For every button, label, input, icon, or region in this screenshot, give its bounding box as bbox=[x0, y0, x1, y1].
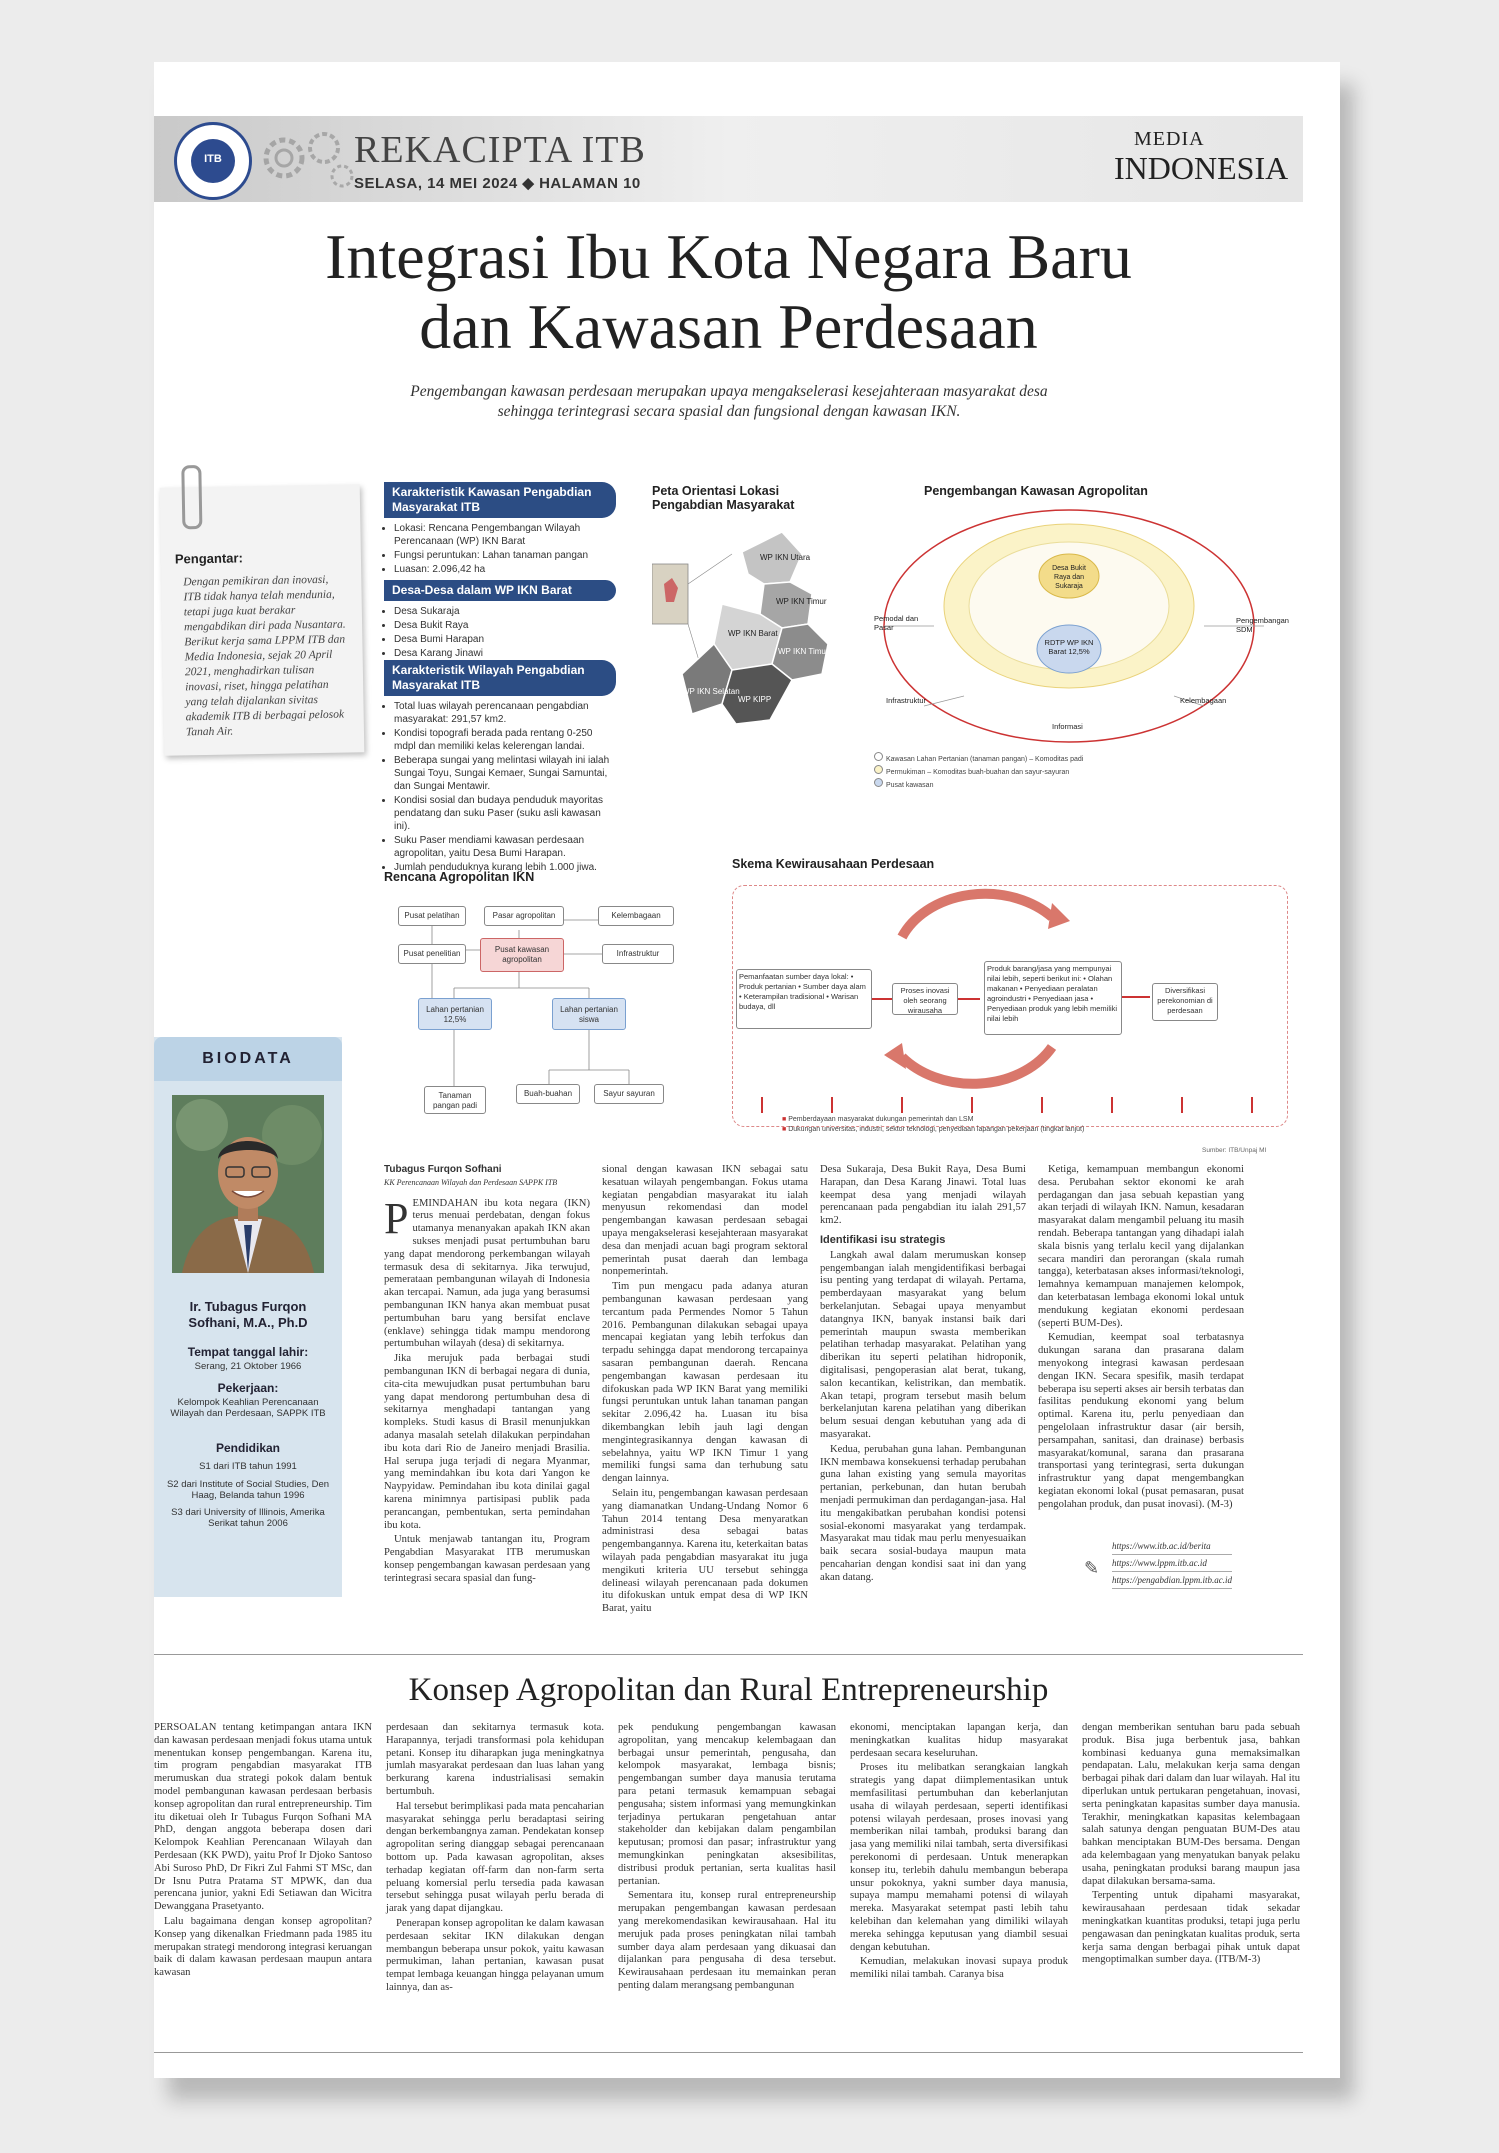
rencana-center-node: Pusat kawasan agropolitan bbox=[480, 938, 564, 972]
paragraph: Penerapan konsep agropolitan ke dalam kawasan perdesaan sekitar IKN dilakukan dengan membangun beberapa unsur pokok, yaitu kawasan permukiman, lahan pertanian, kawasan pusat tempat lembaga keuangan hingga pelayanan umum lainnya, dan as- bbox=[386, 1917, 604, 1993]
bio-name: Ir. Tubagus Furqon Sofhani, M.A., Ph.D bbox=[188, 1299, 308, 1330]
url-link[interactable]: https://www.itb.ac.id/berita bbox=[1112, 1538, 1232, 1555]
legend-item: ■ Dukungan universitas, industri, sektor teknologi, penyediaan lapangan pekerjaan (tingkat lanjut) bbox=[782, 1126, 1085, 1133]
article2-column-3 bbox=[618, 1722, 836, 1995]
map-label: WP IKN Timur 1 bbox=[778, 647, 836, 656]
list-item: • Jumlah penduduknya kurang lebih 1.000 jiwa. bbox=[394, 861, 616, 874]
map-label: WP IKN Selatan bbox=[682, 687, 740, 696]
url-link[interactable]: https://www.lppm.itb.ac.id bbox=[1112, 1555, 1232, 1572]
skema-mid-box: Proses inovasi oleh seorang wirausaha bbox=[892, 983, 958, 1015]
paragraph: sional dengan kawasan IKN sebagai satu kesatuan wilayah pengembangan. Fokus utama kegiatan pengabdian masyarakat itu ialah menyusun rekomendasi dan model pengembangan kawasan perdesaan sebagai upaya mengakselerasi kesejahteraan masyarakat desa dan menjadi acuan bagi program sektoral pemerintah pusat daerah dan lembaga nonpemerintah. bbox=[602, 1164, 808, 1278]
agropolitan-diagram bbox=[864, 484, 1294, 814]
agro-left-label: Pemodal dan Pasar bbox=[874, 614, 919, 632]
paragraph: Lalu bagaimana dengan konsep agropolitan? Konsep yang dikenalkan Friedmann pada 1985 itu merupakan strategi mendorong integrasi keruangan baik di dalam kawasan perdesaan maupun antara kawasan bbox=[154, 1915, 372, 1979]
paragraph: Selain itu, pengembangan kawasan perdesaan yang diamanatkan Undang-Undang Nomor 6 Tahun 2014 tentang Desa menyaratkan administrasi desa sebagai batas pengembangannya. Karena itu, keterkaitan batas wilayah pada pengabdian masyarakat itu juga mengikuti kriteria UU tersebut sehingga delineasi wilayah perencanaan pada dokumen itu difokuskan untuk empat desa di WP IKN Barat, yaitu bbox=[602, 1487, 808, 1615]
skema-right-box: Produk barang/jasa yang mempunyai nilai lebih, seperti berikut ini: • Olahan makanan • Penyediaan peralatan agroindustri • Penyediaan jasa • Penyediaan produk yang lebih memiliki nilai lebih bbox=[984, 961, 1122, 1035]
paragraph: PEMINDAHAN ibu kota negara (IKN) terus menuai perdebatan, dengan fokus utamanya menanyakan apakah IKN akan sukses menjadi pusat pertumbuhan baru yang dapat mendorong perkembangan wilayah termasuk desa di sekitarnya. Jika terwujud, pemerataan pembangunan wilayah di Indonesia akan tercapai. Namun, ada juga yang berasumsi pembangunan IKN hanya akan membuat pusat pertumbuhan baru yang bersifat enclave (enklave) sehingga tidak mampu mendorong pertumbuhan wilayah (desa) di sekitarnya. bbox=[384, 1193, 590, 1350]
list-item: • Kondisi sosial dan budaya penduduk mayoritas pendatang dan suku Paser (suku asli kawasan ini). bbox=[394, 794, 616, 833]
portrait-image bbox=[172, 1095, 324, 1273]
paragraph: Kemudian, melakukan inovasi supaya produk memiliki nilai tambah. Caranya bisa bbox=[850, 1956, 1068, 1981]
info-list bbox=[384, 605, 616, 660]
paragraph: Kedua, perubahan guna lahan. Pembangunan IKN membawa konsekuensi terhadap perubahan guna lahan existing yang semula mayoritas pertanian, perkebunan, dan hutan berubah menjadi permukiman dan perdagangan-jasa. Hal itu mengakibatkan perubahan kondisi potensi sosial-ekonomi masyarakat yang terdampak. Masyarakat mau tidak mau perlu menyesuaikan baik secara sosial-budaya maupun mata pencaharian dengan kondisi saat ini dan yang akan datang. bbox=[820, 1443, 1026, 1583]
legend-item: Pusat kawasan bbox=[874, 778, 1174, 791]
job-value: Kelompok Keahlian Perencanaan Wilayah dan Perdesaan, SAPPK ITB bbox=[170, 1397, 326, 1419]
skema-title: Skema Kewirausahaan Perdesaan bbox=[732, 857, 935, 871]
bottom-divider bbox=[154, 2052, 1303, 2053]
agro-bottom-right-label: Kelembagaan bbox=[1180, 696, 1227, 705]
article2-column-5 bbox=[1082, 1722, 1300, 1969]
list-item: • Kondisi topografi berada pada rentang 0-250 mdpl dan memiliki kelas kelerengan landai. bbox=[394, 727, 616, 753]
paragraph: Jika merujuk pada berbagai studi pembangunan IKN di berbagai negara di dunia, cita-cita mewujudkan pusat pertumbuhan baru yang dapat mendorong pertumbuhan desa di sekitarnya menghadapi tantangan yang kompleks. Studi kasus di Brasil menunjukkan adanya masalah setelah dilakukan perpindahan ibu kota dari Rio de Janeiro menjadi Brasilia. Hal serupa juga terjadi di negara Myanmar, yang memindahkan ibu kota dari Yangon ke Naypyidaw. Pemindahan ibu kota dinilai gagal karena minimnya partisipasi publik pada perancangan, pembentukan, serta pemindahan ibu kota. bbox=[384, 1353, 590, 1531]
article2-heading: Konsep Agropolitan dan Rural Entrepreneurship bbox=[408, 1672, 1049, 1708]
job-label: Pekerjaan: bbox=[217, 1381, 279, 1395]
paragraph: Hal tersebut berimplikasi pada mata pencaharian masyarakat sehingga perlu beradaptasi seiring dengan berkembangnya zaman. Pendekatan konsep agropolitan sering dianggap sebagai perencanaan bottom up. Pada kawasan agropolitan, akses terhadap kegiatan off-farm dan non-farm serta peluang komersial perlu tersedia pada kawasan tersebut sehingga pusat wilayah perlu berada di jarak yang dapat dijangkau. bbox=[386, 1800, 604, 1915]
paragraph: PERSOALAN tentang ketimpangan antara IKN dan kawasan perdesaan menjadi fokus utama untuk menentukan konsep pengembangan. Karena itu, tim program pengabdian masyarakat ITB merumuskan dua strategi pokok dalam bentuk model pembangunan kawasan perdesaan berbasis konsep agropolitan dan rural entrepreneurship. Tim itu diketuai oleh Ir Tubagus Furqon Sofhani MA PhD, dengan anggota beberapa dosen dari Kelompok Keahlian Perencanaan Wilayah dan Perdesaan (KK PWD), yaitu Prof Ir Djoko Santoso Abi Suroso PhD, Dr Fikri Zul Fahmi ST MSc, dan Dr Isnu Putra Pratama ST MPWK, dan dua perencana junior, yakni Edi Setiawan dan Wicitra Dewanggana Prasetyanto. bbox=[154, 1722, 372, 1913]
url-link[interactable]: https://pengabdian.lppm.itb.ac.id bbox=[1112, 1572, 1232, 1589]
agro-right-label: Pengembangan SDM bbox=[1236, 616, 1289, 634]
paragraph: Ketiga, kemampuan membangun ekonomi desa. Perubahan sektor ekonomi ke arah perdagangan dan jasa sebuah kepastian yang akan terjadi di wilayah IKN. Namun, kesadaran masyarakat dalam mengambil peluang itu masih rendah. Beberapa tantangan yang dihadapi ialah skala bisnis yang terlalu kecil yang dijalankan secara mandiri dan perorangan (skala rumah tangga), keterbatasan akses informasi/teknologi, lemahnya kemampuan manajemen kelompok, dan keterbatasan lembaga ekonomi lokal untuk mendukung kegiatan ekonomi perdesaan (seperti BUM-Des). bbox=[1038, 1164, 1244, 1329]
rencana-node: Sayur sayuran bbox=[594, 1084, 664, 1104]
paragraph: Kemudian, keempat soal terbatasnya dukungan sarana dan prasarana dalam menyokong integrasi kawasan perdesaan dengan IKN. Secara spesifik, masih terdapat beberapa isu seperti akses air bersih terbatas dan fasilitas pendukung ekonomi yang belum optimal. Karena itu, perlu penyediaan dan pengelolaan infrastruktur dasar (air bersih, persampahan, sanitasi, dan drainase) berbasis masyarakat/komunal, sarana dan prasarana transportasi yang terintegrasi, serta dukungan infrastruktur yang dapat mengembangkan kegiatan ekonomi lokal (pusat pemasaran, pusat pengolahan produk, dan pusat inovasi). (M-3) bbox=[1038, 1332, 1244, 1510]
edu-label: Pendidikan bbox=[215, 1441, 280, 1455]
list-item: • Desa Karang Jinawi bbox=[394, 647, 616, 660]
skema-diagram bbox=[722, 857, 1292, 1157]
paragraph: Untuk menjawab tantangan itu, Program Pengabdian Masyarakat ITB merumuskan konsep pengembangan kawasan perdesaan yang terintegrasi secara spasial dan fung- bbox=[384, 1534, 590, 1584]
paragraph: Langkah awal dalam merumuskan konsep pengembangan ialah mengidentifikasi berbagai isu penting yang terdapat di wilayah. Pertama, pemberdayaan masyarakat yang belum berkelanjutan. Sebagai upaya menyambut datangnya IKN, banyak instansi baik dari pemerintah maupun swasta memberikan pelatihan terhadap masyarakat. Pelatihan yang diberikan itu seperti pelatihan hidroponik, digitalisasi, pengoperasian alat berat, tukang, salon kecantikan, kelistrikan, dan membatik. Akan tetapi, program tersebut masih belum berkelanjutan karena pelatihan yang diberikan belum sesuai dengan kebutuhan yang ada di masyarakat. bbox=[820, 1249, 1026, 1440]
intro-note bbox=[160, 484, 365, 755]
biodata-heading: BIODATA bbox=[154, 1037, 342, 1081]
rencana-node: Pusat penelitian bbox=[398, 944, 466, 964]
born-label: Tempat tanggal lahir: bbox=[187, 1345, 309, 1359]
headline-line-1: Integrasi Ibu Kota Negara Baru bbox=[325, 221, 1132, 292]
paragraph: dengan memberikan sentuhan baru pada sebuah produk. Bisa juga berbentuk jasa, bahkan kombinasi keduanya guna memaksimalkan pendapatan. Lalu, melakukan kerja sama dengan berbagai pihak dari dalam dan luar wilayah. Hal itu diperlukan untuk pertukaran pengetahuan, inovasi, serta peningkatan kapasitas sumber daya manusia. Terakhir, meningkatkan kapasitas kelembagaan salah satunya dengan penguatan BUM-Des atau bahkan menciptakan BUM-Des bersama. Dengan ada kelembagaan yang menyatukan banyak pelaku usaha, peningkatan produksi barang maupun jasa dapat dilakukan bersama-sama. bbox=[1082, 1722, 1300, 1887]
article-column-1 bbox=[384, 1164, 590, 1588]
agro-title: Pengembangan Kawasan Agropolitan bbox=[924, 484, 1148, 498]
paperclip-icon bbox=[181, 465, 202, 529]
rencana-node: Kelembagaan bbox=[598, 906, 674, 926]
rencana-node: Buah-buahan bbox=[516, 1084, 580, 1104]
info-box-title: Karakteristik Kawasan Pengabdian Masyarakat ITB bbox=[384, 482, 616, 518]
page-header bbox=[154, 116, 1303, 202]
article2-column-1 bbox=[154, 1722, 372, 1982]
map-title: Peta Orientasi Lokasi Pengabdian Masyarakat bbox=[652, 484, 795, 512]
legend-item: Permukiman – Komoditas buah-buahan dan sayur-sayuran bbox=[874, 765, 1174, 778]
list-item: • Suku Paser mendiami kawasan perdesaan agropolitan, yaitu Desa Bumi Harapan. bbox=[394, 834, 616, 860]
newspaper-page bbox=[154, 62, 1340, 2078]
info-box-kawasan bbox=[384, 482, 616, 577]
author-role: KK Perencanaan Wilayah dan Perdesaan SAPPK ITB bbox=[384, 1177, 558, 1187]
link-box bbox=[1084, 1538, 1244, 1600]
paragraph: Tim pun mengacu pada adanya aturan pembangunan kawasan perdesaan yang tercantum pada Permendes Nomor 5 Tahun 2016. Pembangunan dilakukan sebagai upaya mencapai kegiatan yang lebih terfokus dan terpadu sehingga dapat mendorong tercapainya sasaran pembangunan daerah. Rencana pengembangan kawasan perdesaan itu difokuskan pada WP IKN Barat yang memiliki fungsi peruntukan untuk lahan tanaman pangan sekitar 2.096,42 ha. Luasan itu bisa dikembangkan lebih jauh lagi dengan mengintegrasikannya dengan kawasan di sebelahnya, yaitu WP IKN Timur 1 yang memiliki fungsi sama dan terhubung satu dengan lainnya. bbox=[602, 1281, 808, 1485]
rencana-node: Tanaman pangan padi bbox=[424, 1086, 486, 1114]
agro-legend bbox=[874, 752, 1174, 791]
skema-left-box: Pemanfaatan sumber daya lokal: • Produk pertanian • Sumber daya alam • Keterampilan tradisional • Warisan budaya, dll bbox=[736, 969, 872, 1029]
logo-text: ITB bbox=[204, 153, 222, 165]
edu-item: S1 dari ITB tahun 1991 bbox=[199, 1461, 297, 1472]
map-label: WP KIPP bbox=[738, 695, 772, 704]
list-item: • Luasan: 2.096,42 ha bbox=[394, 563, 616, 576]
map-illustration bbox=[652, 524, 852, 754]
list-item: • Beberapa sungai yang melintasi wilayah ini ialah Sungai Toyu, Sungai Kemaer, Sungai Samuntai, dan Sungai Mentawir. bbox=[394, 754, 616, 793]
drop-cap: P bbox=[384, 1193, 409, 1243]
note-heading: Pengantar: bbox=[174, 550, 243, 567]
lead-text: Pengembangan kawasan perdesaan merupakan upaya mengakselerasi kesejahteraan masyarakat desa sehingga terintegrasi secara spasial dan fungsional dengan kawasan IKN. bbox=[410, 383, 1048, 420]
edu-item: S2 dari Institute of Social Studies, Den Haag, Belanda tahun 1996 bbox=[166, 1479, 330, 1501]
inner-top-label: Desa Bukit Raya dan Sukaraja bbox=[1052, 565, 1086, 590]
biodata-panel bbox=[154, 1037, 342, 1597]
list-item: • Fungsi peruntukan: Lahan tanaman pangan bbox=[394, 549, 616, 562]
paragraph: Sementara itu, konsep rural entrepreneurship merupakan pengembangan kawasan perdesaan yang merekomendasikan kewirausahaan. Hal itu merujuk pada proses peningkatan nilai tambah sumber daya alam perdesaan yang dikuasai dan dijalankan para pengusaha di desa tersebut. Kewirausahaan perdesaan itu memainkan peran penting dalam merangsang pembangunan bbox=[618, 1890, 836, 1991]
note-text: Dengan pemikiran dan inovasi, ITB tidak hanya telah mendunia, tetapi juga kuat berakar mengabdikan diri pada Nusantara. Berikut kerja sama LPPM ITB dan Media Indonesia, sejak 20 April 2021, menghadirkan tulisan inovasi, riset, hingga pelatihan yang telah dijalankan sivitas akademik ITB di berbagai pelosok Tanah Air. bbox=[183, 573, 346, 739]
legend-item: Kawasan Lahan Pertanian (tanaman pangan) – Komoditas padi bbox=[874, 752, 1174, 765]
headline-line-2: dan Kawasan Perdesaan bbox=[419, 291, 1038, 362]
paragraph: ekonomi, menciptakan lapangan kerja, dan meningkatkan kualitas hidup masyarakat perdesaan secara keseluruhan. bbox=[850, 1722, 1068, 1759]
edu-item: S3 dari University of Illinois, Amerika Serikat tahun 2006 bbox=[171, 1507, 325, 1529]
map-label: WP IKN Timur bbox=[776, 597, 827, 606]
subheading: Identifikasi isu strategis bbox=[820, 1233, 946, 1246]
brand-line-2: INDONESIA bbox=[1114, 150, 1289, 186]
paragraph: perdesaan dan sekitarnya termasuk kota. Harapannya, terjadi transformasi pola kehidupan petani. Konsep itu diharapkan juga meningkatnya jumlah masyarakat perdesaan dan luas lahan yang berkurang karena industrialisasi semakin bertumbuh. bbox=[386, 1722, 604, 1797]
itb-emblem bbox=[191, 139, 235, 183]
map-label: WP IKN Utara bbox=[760, 553, 811, 562]
paragraph: pek pendukung pengembangan kawasan agropolitan, yang mencakup kelembagaan dan berbagai unsur pemerintah, pengusaha, dan kelompok masyarakat, lembaga bisnis; pengembangan sumber daya manusia terutama para petani termasuk kemampuan sebagai pengusaha; sistem informasi yang memungkinkan terjadinya pertukaran pengetahuan antar stakeholder dan kebijakan dalam pengambilan keputusan; promosi dan pasar; infrastruktur yang memungkinkan peningkatan aksesibilitas, distribusi produk pertanian, serta kualitas hasil pertanian. bbox=[618, 1722, 836, 1887]
info-list bbox=[384, 700, 616, 874]
legend-item: ■ Pemberdayaan masyarakat dukungan pemerintah dan LSM bbox=[782, 1116, 974, 1123]
divider bbox=[154, 1654, 1303, 1655]
skema-legend bbox=[782, 1115, 1222, 1135]
rencana-node: Lahan pertanian 12,5% bbox=[418, 998, 492, 1030]
article2-column-4 bbox=[850, 1722, 1068, 1984]
article-column-3 bbox=[820, 1164, 1026, 1587]
article-column-4 bbox=[1038, 1164, 1244, 1514]
author-name: Tubagus Furqon Sofhani bbox=[384, 1164, 502, 1175]
rubric-title: REKACIPTA ITB bbox=[354, 129, 646, 171]
article2-column-2 bbox=[386, 1722, 604, 1997]
rencana-node: Pasar agropolitan bbox=[484, 906, 564, 926]
rencana-diagram bbox=[384, 870, 684, 1160]
dateline: SELASA, 14 MEI 2024 ◆ HALAMAN 10 bbox=[354, 175, 641, 192]
list-item: • Desa Bukit Raya bbox=[394, 619, 616, 632]
list-item: • Total luas wilayah perencanaan pengabdian masyarakat: 291,57 km2. bbox=[394, 700, 616, 726]
rencana-node: Infrastruktur bbox=[602, 944, 674, 964]
inner-bottom-label: RDTP WP IKN Barat 12,5% bbox=[1044, 638, 1094, 656]
article-column-2 bbox=[602, 1164, 808, 1618]
agro-bottom-left-label: Infrastruktur bbox=[886, 696, 927, 705]
map-label: WP IKN Barat bbox=[728, 629, 778, 638]
list-item: • Desa Sukaraja bbox=[394, 605, 616, 618]
link-icon: ✎ bbox=[1084, 1558, 1100, 1578]
orientation-map bbox=[652, 484, 852, 754]
rencana-node: Lahan pertanian siswa bbox=[552, 998, 626, 1030]
agro-circles bbox=[864, 506, 1294, 746]
info-box-title: Karakteristik Wilayah Pengabdian Masyarakat ITB bbox=[384, 660, 616, 696]
headline bbox=[154, 222, 1303, 362]
paragraph: Proses itu melibatkan serangkaian langkah strategis yang dapat diimplementasikan untuk memfasilitasi pertumbuhan dan keberlanjutan usaha di wilayah perdesaan, seperti identifikasi potensi wilayah perdesaan, proses inovasi yang memberikan nilai tambah, produksi barang dan jasa yang memiliki nilai tambah, serta diversifikasi perekonomi di perdesaan. Untuk menerapkan konsep itu, terlebih dahulu membangun beberapa unsur pokoknya, yakni sumber daya manusia, supaya mampu memahami potensi di wilayah mereka. Masyarakat setempat pasti lebih tahu kelebihan dan kelemahan yang dimiliki wilayah mereka sehingga keputusan yang diambil sesuai dengan kebutuhan. bbox=[850, 1762, 1068, 1953]
brand-line-1: MEDIA bbox=[1134, 128, 1205, 150]
skema-source: Sumber: ITB/Unpaj MI bbox=[1202, 1147, 1267, 1154]
skema-far-right-box: Diversifikasi perekonomian di perdesaan bbox=[1152, 983, 1218, 1021]
info-list bbox=[384, 522, 616, 576]
paragraph: Terpenting untuk dipahami masyarakat, kewirausahaan perdesaan tidak sekadar meningkatkan kuantitas produksi, tetapi juga perlu pengawasan dan peningkatan kualitas produk, serta kerja sama dengan berbagai pihak untuk dapat mengoptimalkan sumber daya. (ITB/M-3) bbox=[1082, 1890, 1300, 1966]
itb-logo bbox=[174, 122, 252, 200]
paragraph: Desa Sukaraja, Desa Bukit Raya, Desa Bumi Harapan, dan Desa Karang Jinawi. Total luas keempat desa yang menjadi wilayah perencanaan pada pengabdian itu ialah 291,57 km2. bbox=[820, 1164, 1026, 1227]
born-value: Serang, 21 Oktober 1966 bbox=[194, 1361, 302, 1372]
rencana-node: Pusat pelatihan bbox=[398, 906, 466, 926]
list-item: • Desa Bumi Harapan bbox=[394, 633, 616, 646]
author-photo bbox=[172, 1095, 324, 1273]
agro-bottom-mid-label: Informasi bbox=[1052, 722, 1083, 731]
rencana-title: Rencana Agropolitan IKN bbox=[384, 870, 535, 884]
info-box-wilayah bbox=[384, 660, 616, 875]
info-box-desa bbox=[384, 580, 616, 661]
list-item: • Lokasi: Rencana Pengembangan Wilayah Perencanaan (WP) IKN Barat bbox=[394, 522, 616, 548]
info-box-title: Desa-Desa dalam WP IKN Barat bbox=[384, 580, 616, 601]
